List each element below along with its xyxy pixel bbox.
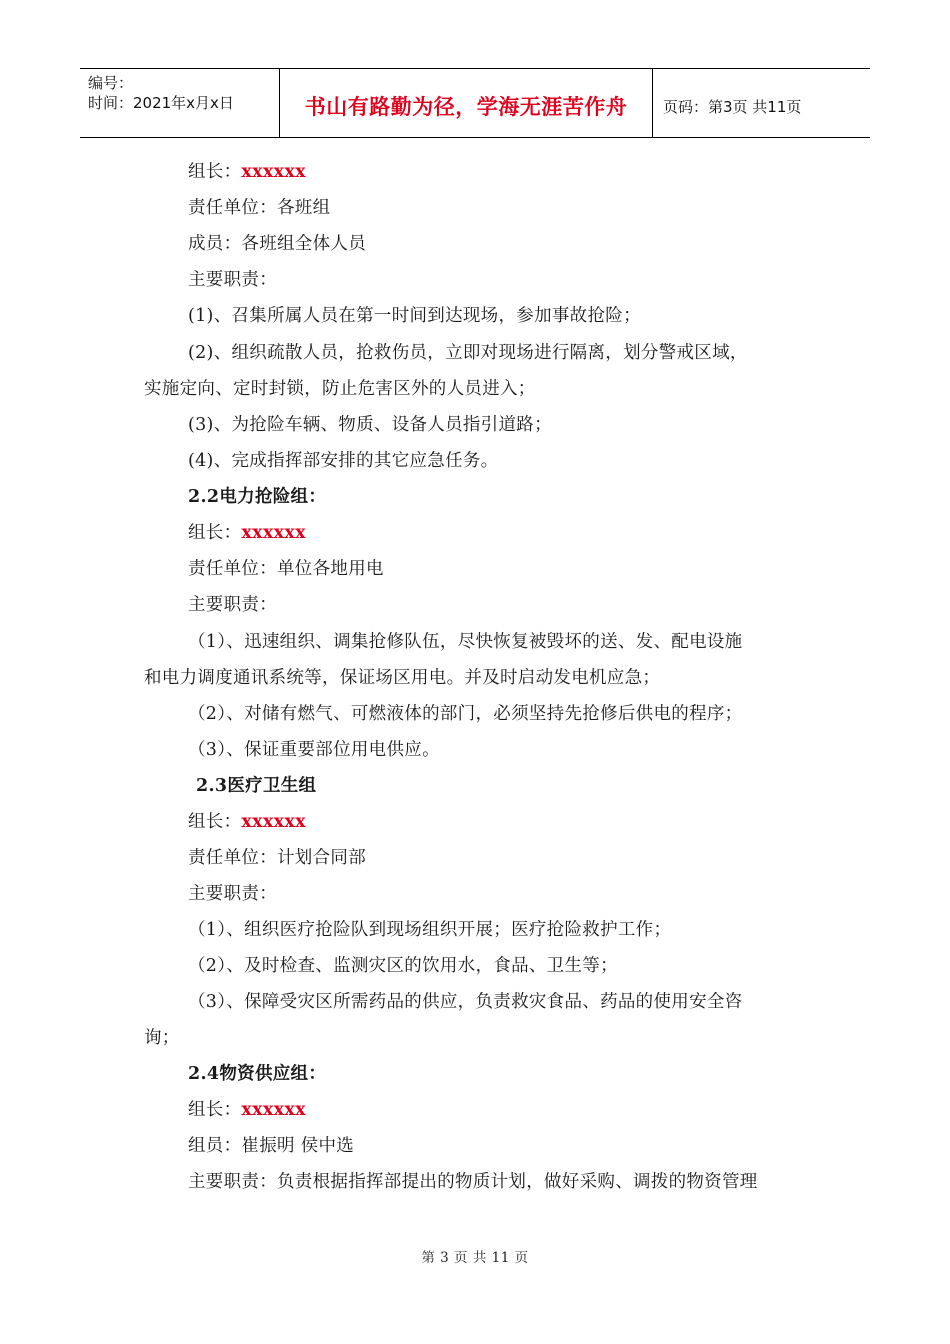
- duty-item: （1）、迅速组织、调集抢修队伍，尽快恢复被毁坏的送、发、配电设施: [188, 632, 743, 652]
- duty-item-continued: 实施定向、定时封锁，防止危害区外的人员进入；: [144, 379, 536, 399]
- duties-line: 主要职责：负责根据指挥部提出的物质计划，做好采购、调拨的物资管理: [188, 1172, 758, 1192]
- section-heading: 2.3医疗卫生组: [196, 776, 317, 796]
- duty-item: （3）、保障受灾区所需药品的供应，负责救灾食品、药品的使用安全咨: [188, 992, 743, 1012]
- leader-name: xxxxxx: [241, 1100, 306, 1120]
- leader-label: 组长：: [188, 812, 242, 832]
- members-line: 成员：各班组全体人员: [188, 234, 366, 254]
- leader-label: 组长：: [188, 162, 242, 182]
- duty-item: （1）、组织医疗抢险队到现场组织开展；医疗抢险救护工作；: [188, 920, 672, 940]
- duty-item: (1)、召集所属人员在第一时间到达现场，参加事故抢险；: [188, 306, 641, 326]
- header-motto: 书山有路勤为径，学海无涯苦作舟: [280, 69, 653, 137]
- duty-item: (4)、完成指挥部安排的其它应急任务。: [188, 451, 499, 471]
- duties-label: 主要职责：: [188, 595, 277, 615]
- duty-item: (3)、为抢险车辆、物质、设备人员指引道路；: [188, 415, 552, 435]
- duty-item: （3）、保证重要部位用电供应。: [188, 740, 440, 760]
- duty-item: （2）、及时检查、监测灾区的饮用水，食品、卫生等；: [188, 956, 618, 976]
- time-label: 时间：2021年x月x日: [88, 94, 234, 112]
- header-meta: [80, 69, 280, 137]
- group-leader-line: [188, 1098, 306, 1122]
- page-header: [80, 68, 870, 138]
- group-leader-line: [188, 160, 306, 184]
- section-heading: 2.2电力抢险组：: [188, 487, 327, 507]
- serial-label: 编号：: [88, 74, 134, 92]
- members-line: 组员：崔振明 侯中选: [188, 1136, 355, 1156]
- section-heading: 2.4物资供应组：: [188, 1064, 327, 1084]
- duties-label: 主要职责：: [188, 270, 277, 290]
- page-footer: 第 3 页 共 11 页: [421, 1250, 529, 1266]
- header-page-info: 页码：第3页 共11页: [663, 97, 802, 116]
- duties-label: 主要职责：: [188, 884, 277, 904]
- leader-name: xxxxxx: [241, 162, 306, 182]
- duty-item-continued: 和电力调度通讯系统等，保证场区用电。并及时启动发电机应急；: [144, 668, 661, 688]
- responsible-unit-line: 责任单位：各班组: [188, 198, 331, 218]
- responsible-unit-line: 责任单位：计划合同部: [188, 848, 366, 868]
- duty-item: (2)、组织疏散人员，抢救伤员，立即对现场进行隔离，划分警戒区域，: [188, 343, 748, 363]
- duty-item-continued: 询；: [144, 1028, 180, 1048]
- group-leader-line: [188, 521, 306, 545]
- leader-name: xxxxxx: [241, 812, 306, 832]
- responsible-unit-line: 责任单位：单位各地用电: [188, 559, 384, 579]
- duty-item: （2）、对储有燃气、可燃液体的部门，必须坚持先抢修后供电的程序；: [188, 704, 743, 724]
- leader-name: xxxxxx: [241, 523, 306, 543]
- leader-label: 组长：: [188, 1100, 242, 1120]
- leader-label: 组长：: [188, 523, 242, 543]
- group-leader-line: [188, 810, 306, 834]
